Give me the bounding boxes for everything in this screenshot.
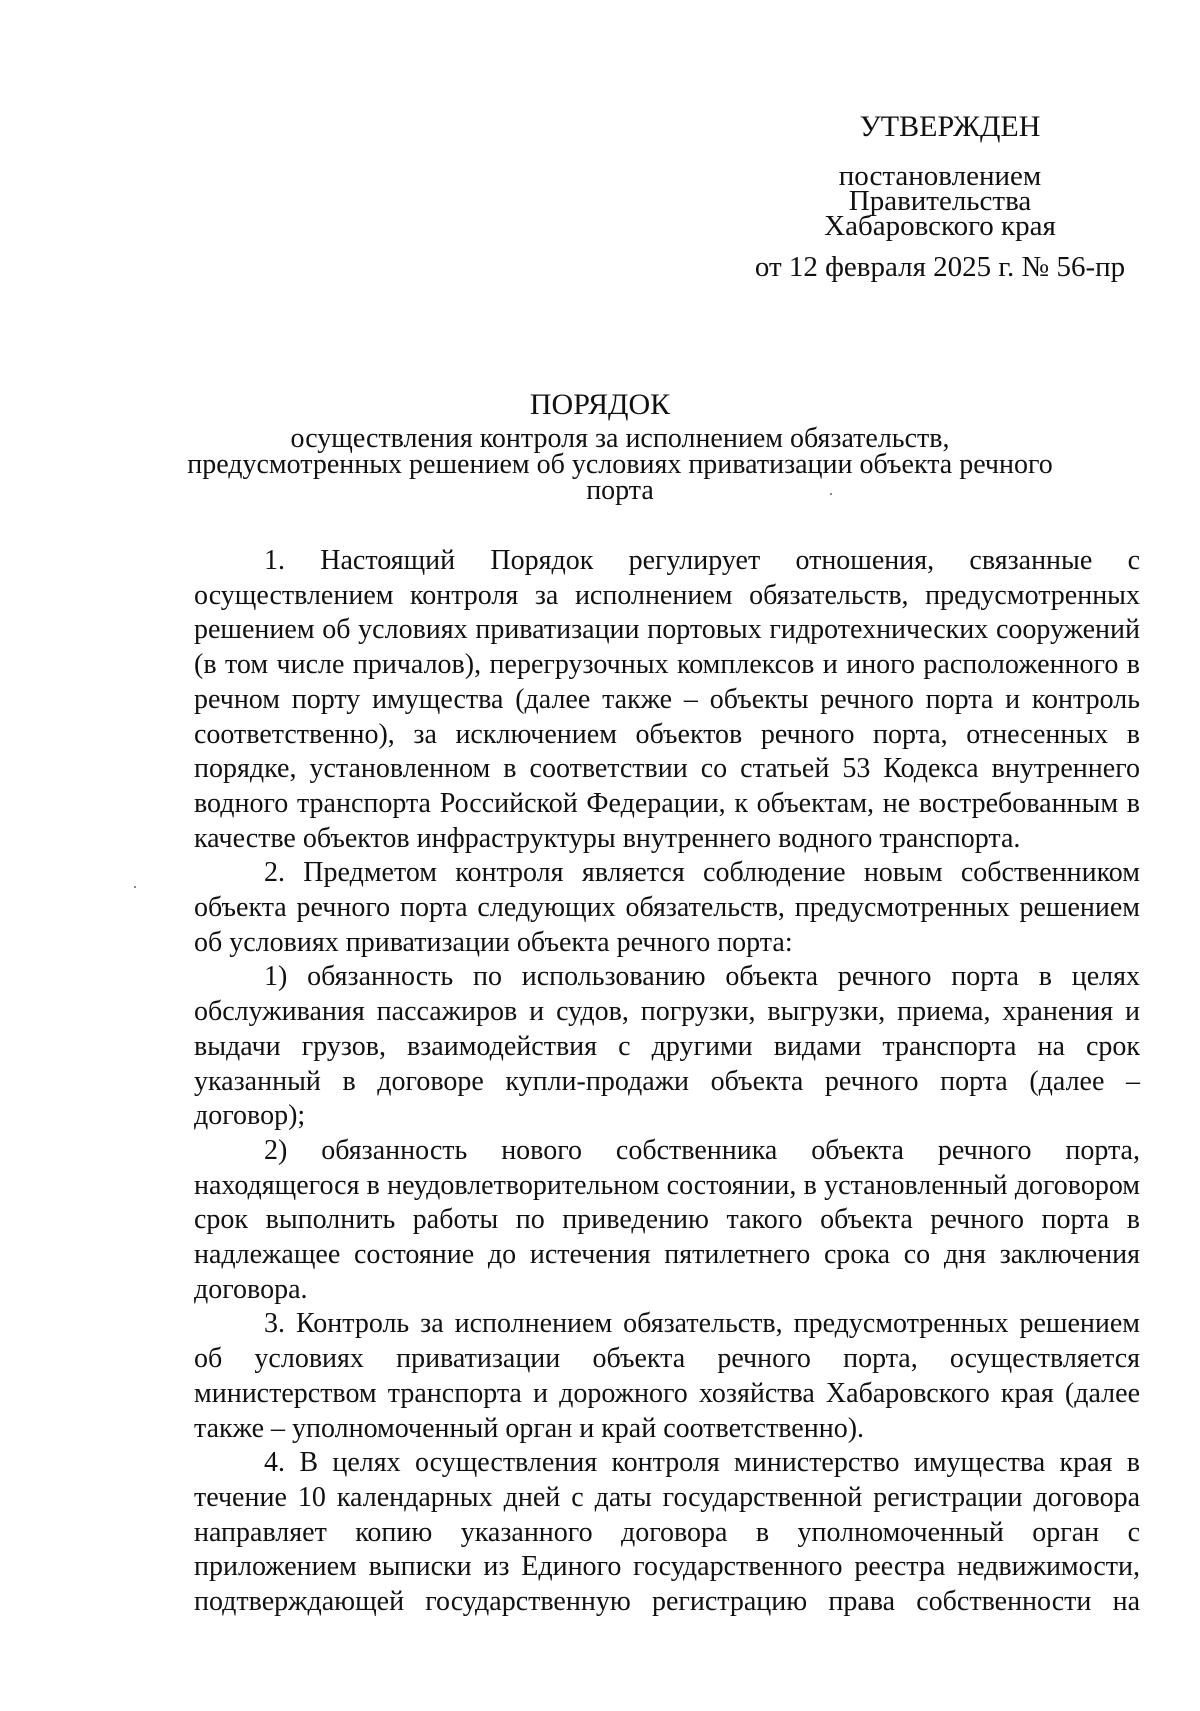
approval-line-3: Хабаровского края — [824, 210, 1056, 242]
scan-speck — [830, 493, 832, 495]
paragraph-4: 4. В целях осуществления контроля министерство имущества края в течение 10 календарных дней с даты государственной регистрации договора направляет копию указанного договора в уполномоченный орган с приложением выписки из Единого государственного реестра недвижимости, подтверждающей государственную регистрацию права собственности на — [194, 1447, 1140, 1618]
document-title: ПОРЯДОК — [529, 388, 671, 421]
document-body — [194, 544, 1140, 1620]
paragraph-2-item-2: 2) обязанность нового собственника объекта речного порта, находящегося в неудовлетворительном состоянии, в установленный договором срок выполнить работы по приведению такого объекта речного порта в надлежащее состояние до истечения пятилетнего срока со дня заключения договора. — [194, 1134, 1140, 1305]
paragraph-2-item-1: 1) обязанность по использованию объекта речного порта в целях обслуживания пассажиров и судов, погрузки, выгрузки, приема, хранения и выдачи грузов, взаимодействия с другими видами транспорта на срок указанный в договоре купли-продажи объекта речного порта (далее – договор); — [194, 961, 1140, 1132]
scan-speck — [134, 886, 136, 888]
approval-line-1: постановлением — [838, 160, 1042, 192]
paragraph-2: 2. Предметом контроля является соблюдение новым собственником объекта речного порта следующих обязательств, предусмотренных решением об условиях приватизации объекта речного порта: — [194, 857, 1140, 958]
approval-line-2: Правительства — [848, 185, 1032, 217]
approval-date: от 12 февраля 2025 г. № 56-пр — [754, 251, 1126, 283]
document-subtitle: осуществления контроля за исполнением обязательств, предусмотренных решением об условиях приватизации объекта речного порта — [187, 423, 1053, 506]
approval-stamp — [740, 110, 1140, 283]
paragraph-1: 1. Настоящий Порядок регулирует отношения, связанные с осуществлением контроля за исполнением обязательств, предусмотренных решением об условиях приватизации портовых гидротехнических сооружений (в том числе причалов), перегрузочных комплексов и иного расположенного в речном порту имущества (далее также – объекты речного порта и контроль соответственно), за исключением объектов речного порта, отнесенных в порядке, установленном в соответствии со статьей 53 Кодекса внутреннего водного транспорта Российской Федерации, к объектам, не востребованным в качестве объектов инфраструктуры внутреннего водного транспорта. — [194, 545, 1140, 854]
approval-title: УТВЕРЖДЕН — [859, 110, 1041, 143]
paragraph-3: 3. Контроль за исполнением обязательств, предусмотренных решением об условиях приватизации объекта речного порта, осуществляется министерством транспорта и дорожного хозяйства Хабаровского края (далее также – уполномоченный орган и край соответственно). — [194, 1308, 1140, 1444]
